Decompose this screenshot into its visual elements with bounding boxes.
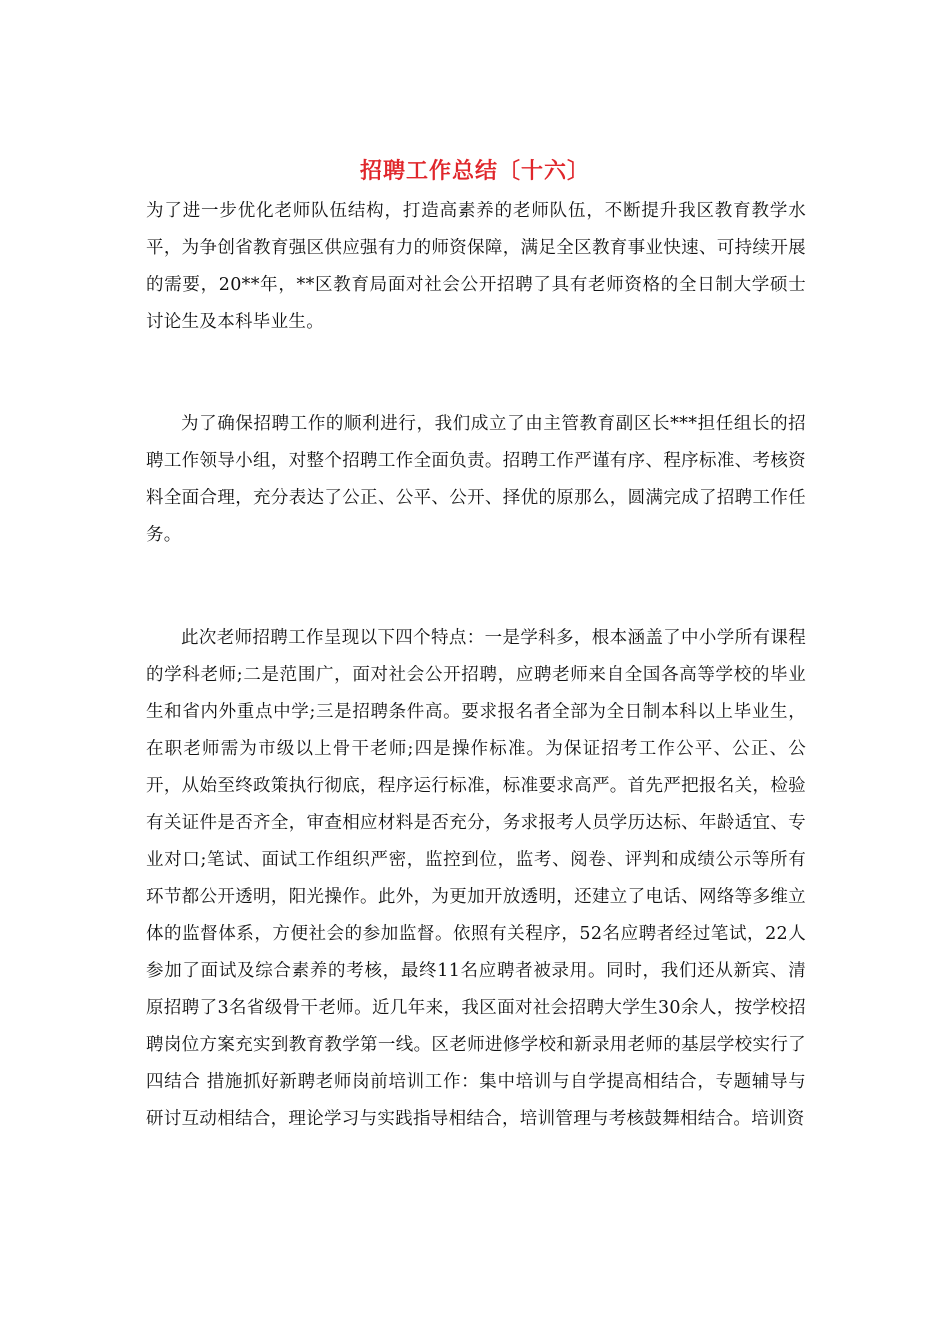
paragraph-3: 此次老师招聘工作呈现以下四个特点：一是学科多，根本涵盖了中小学所有课程的学科老师;二是范围广，面对社会公开招聘，应聘老师来自全国各高等学校的毕业生和省内外重点中学;三是招聘条件高。要求报名者全部为全日制本科以上毕业生，在职老师需为市级以上骨干老师;四是操作标准。为保证招考工作公平、公正、公开，从始至终政策执行彻底，程序运行标准，标准要求高严。首先严把报名关，检验有关证件是否齐全，审查相应材料是否充分，务求报考人员学历达标、年龄适宜、专业对口;笔试、面试工作组织严密，监控到位，监考、阅卷、评判和成绩公示等所有环节都公开透明，阳光操作。此外，为更加开放透明，还建立了电话、网络等多维立体的监督体系，方便社会的参加监督。依照有关程序，52名应聘者经过笔试，22人参加了面试及综合素养的考核，最终11名应聘者被录用。同时，我们还从新宾、清原招聘了3名省级骨干老师。近几年来，我区面对社会招聘大学生30余人，按学校招聘岗位方案充实到教育教学第一线。区老师进修学校和新录用老师的基层学校实行了 四结合 措施抓好新聘老师岗前培训工作：集中培训与自学提高相结合，专题辅导与研讨互动相结合，理论学习与实践指导相结合，培训管理与考核鼓舞相结合。培训资 [146,628,806,1129]
paragraph-1: 为了进一步优化老师队伍结构，打造高素养的老师队伍，不断提升我区教育教学水平，为争创省教育强区供应强有力的师资保障，满足全区教育事业快速、可持续开展的需要，20**年，**区教育局面对社会公开招聘了具有老师资格的全日制大学硕士讨论生及本科毕业生。 [146,201,806,332]
paragraph-2: 为了确保招聘工作的顺利进行，我们成立了由主管教育副区长***担任组长的招聘工作领导小组，对整个招聘工作全面负责。招聘工作严谨有序、程序标准、考核资料全面合理，充分表达了公正、公平、公开、择优的原那么，圆满完成了招聘工作任务。 [146,414,806,545]
document-title: 招聘工作总结〔十六〕 [359,158,590,184]
